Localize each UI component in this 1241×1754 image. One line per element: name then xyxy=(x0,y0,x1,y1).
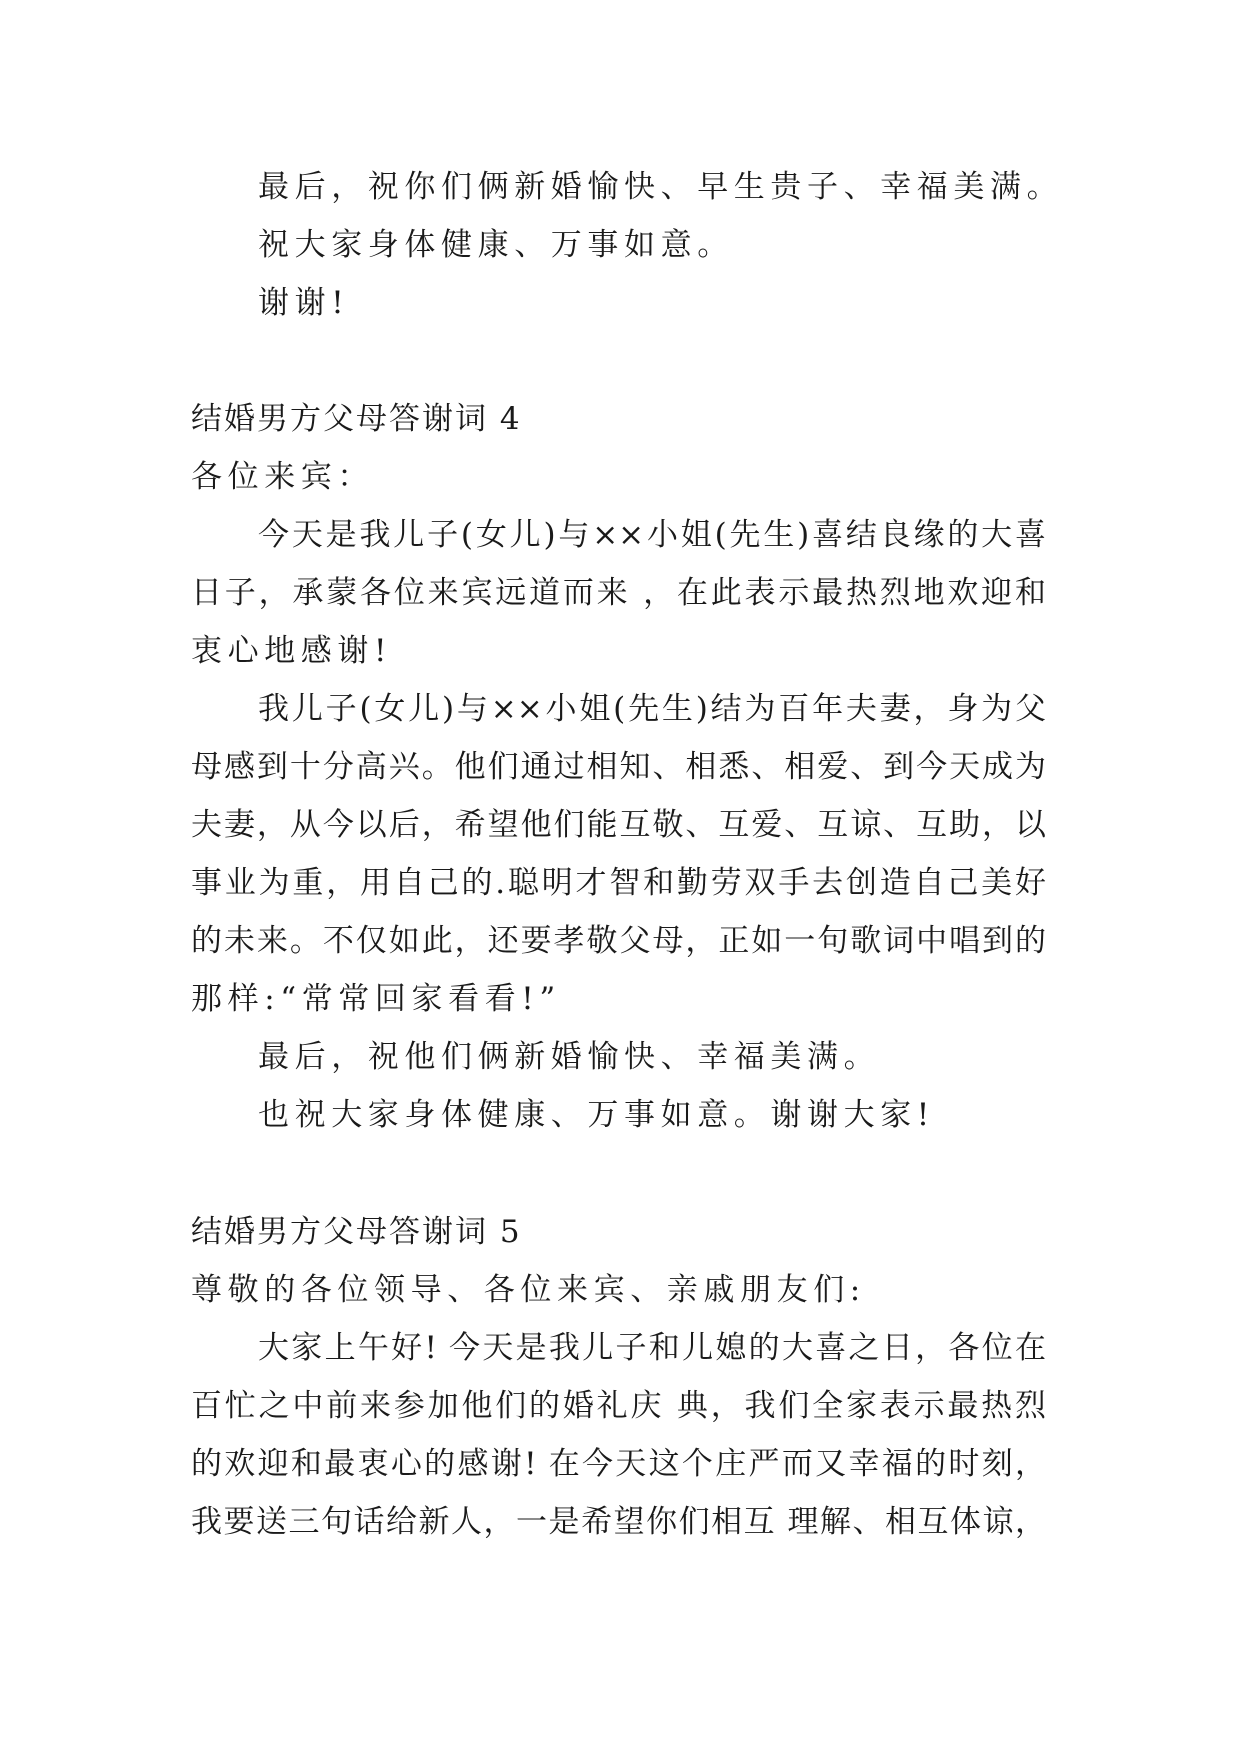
paragraph-line: 的欢迎和最衷心的感谢! 在今天这个庄严而又幸福的时刻， xyxy=(191,1446,1046,1482)
paragraph-line: 最后，祝他们俩新婚愉快、幸福美满。 xyxy=(258,1039,881,1075)
guests-wish-line: 祝大家身体健康、万事如意。 xyxy=(258,227,734,263)
paragraph-line: 今天是我儿子(女儿)与××小姐(先生)喜结良缘的大喜 xyxy=(258,517,1046,553)
section-4-salutation: 各位来宾： xyxy=(191,459,374,495)
paragraph-line: 夫妻，从今以后，希望他们能互敬、互爱、互谅、互助，以 xyxy=(191,807,1046,843)
paragraph-line: 那样:“常常回家看看!” xyxy=(191,981,561,1017)
paragraph-line: 衷心地感谢! xyxy=(191,633,393,669)
paragraph-line: 我儿子(女儿)与××小姐(先生)结为百年夫妻，身为父 xyxy=(258,691,1046,727)
paragraph-line: 母感到十分高兴。他们通过相知、相悉、相爱、到今天成为 xyxy=(191,749,1046,785)
section-4-title: 结婚男方父母答谢词 4 xyxy=(191,401,522,437)
paragraph-line: 的未来。不仅如此，还要孝敬父母，正如一句歌词中唱到的 xyxy=(191,923,1046,959)
thanks-line: 谢谢! xyxy=(258,285,350,321)
paragraph-line: 我要送三句话给新人，一是希望你们相互 理解、相互体谅， xyxy=(191,1504,1046,1540)
paragraph-line: 日子，承蒙各位来宾远道而来 ，在此表示最热烈地欢迎和 xyxy=(191,575,1046,611)
paragraph-line: 也祝大家身体健康、万事如意。谢谢大家! xyxy=(258,1097,935,1133)
paragraph-line: 大家上午好! 今天是我儿子和儿媳的大喜之日，各位在 xyxy=(258,1330,1046,1366)
paragraph-line: 事业为重，用自己的.聪明才智和勤劳双手去创造自己美好 xyxy=(191,865,1046,901)
section-5-salutation: 尊敬的各位领导、各位来宾、亲戚朋友们: xyxy=(191,1272,866,1308)
closing-wish-line: 最后，祝你们俩新婚愉快、早生贵子、幸福美满。 xyxy=(258,169,1064,205)
section-5-title: 结婚男方父母答谢词 5 xyxy=(191,1214,522,1250)
paragraph-line: 百忙之中前来参加他们的婚礼庆 典，我们全家表示最热烈 xyxy=(191,1388,1046,1424)
